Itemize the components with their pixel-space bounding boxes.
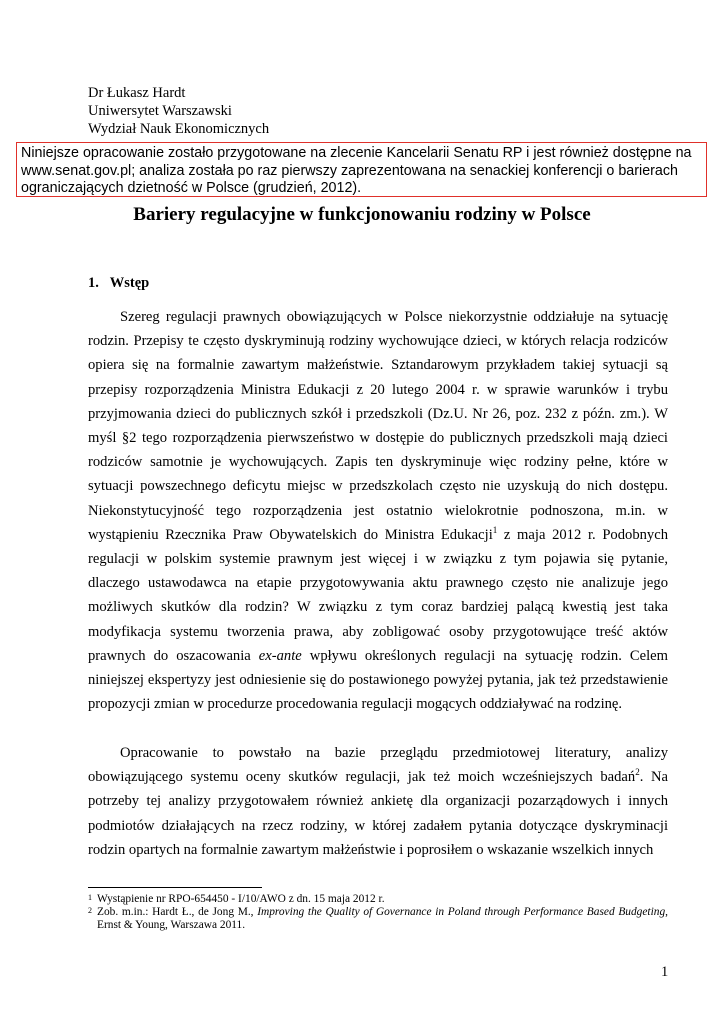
paragraph-method-part2: . Na potrzeby tej analizy przygotowałem również ankietę dla organizacji pozarządowych i innych podmiotów działających na rzecz rodziny, w której zadałem pytania dotyczące dyskryminacji rodzin opartych na formalnie zawartym małżeństwie i poprosiłem o wskazanie wszelkich innych [88, 769, 668, 858]
paragraph-intro-part1: Szereg regulacji prawnych obowiązujących w Polsce niekorzystnie oddziałuje na sytuację rodzin. Przepisy te często dyskryminują rodziny wychowujące dzieci, w których relacja rodziców opiera się na formalnie zawartym małżeństwie. Sztandarowym przykładem takiej sytuacji są przepisy rozporządzenia Ministra Edukacji z 20 lutego 2004 r. w sprawie warunków i trybu przyjmowania dzieci do publicznych szkół i przedszkoli (Dz.U. Nr 26, poz. 232 z późn. zm.). W myśl §2 tego rozporządzenia pierwszeństwo w dostępie do publicznych przedszkoli mają dzieci rodziców samotnie je wychowujących. Zapis ten dyskryminuje więc rodziny pełne, które w sytuacji powszechnego deficytu miejsc w przedszkolach często nie uzyskują do nich dostępu. Niekonstytucyjność tego rozporządzenia jest ostatnio wielokrotnie podnoszona, m.in. w wystąpieniu Rzecznika Praw Obywatelskich do Ministra Edukacji [88, 309, 668, 543]
footnote-2-pre: Zob. m.in.: Hardt Ł., de Jong M., [97, 906, 258, 918]
footnote-1 [88, 893, 668, 906]
footnote-1-mark: 1 [88, 893, 92, 902]
footnotes [88, 893, 668, 932]
author-block [88, 84, 269, 138]
footnote-ref-1[interactable]: 1 [492, 524, 498, 535]
footnote-separator [88, 887, 262, 888]
commission-notice-text: Niniejsze opracowanie zostało przygotowane na zlecenie Kancelarii Senatu RP i jest również dostępne na www.senat.gov.pl; analiza została po raz pierwszy zaprezentowana na senackiej konferencji o barierach ograniczających dzietność w Polsce (grudzień, 2012). [21, 145, 692, 196]
footnote-2-post: , Ernst & Young, Warszawa 2011. [97, 906, 668, 931]
paragraph-method [88, 741, 668, 862]
footnote-2 [88, 906, 668, 932]
paragraph-intro [88, 305, 668, 716]
footnote-2-title: Improving the Quality of Governance in Poland through Performance Based Budgeting [257, 906, 666, 918]
page-number: 1 [661, 964, 669, 980]
author-name: Dr Łukasz Hardt [88, 85, 186, 101]
commission-notice-box [16, 142, 707, 197]
paragraph-method-part1: Opracowanie to powstało na bazie przeglądu przedmiotowej literatury, analizy obowiązującego systemu oceny skutków regulacji, jak też moich wcześniejszych badań [88, 745, 668, 786]
author-university: Uniwersytet Warszawski [88, 103, 232, 119]
paragraph-intro-italic: ex-ante [258, 647, 302, 664]
footnote-2-mark: 2 [88, 906, 92, 915]
document-title: Bariery regulacyjne w funkcjonowaniu rodziny w Polsce [133, 204, 591, 225]
section-title: Wstęp [109, 275, 150, 291]
paragraph-intro-part3: wpływu określonych regulacji na sytuację rodzin. Celem niniejszej ekspertyzy jest odniesienie się do postawionego powyżej pytania, jak też przedstawienie propozycji zmian w procedurze procedowania regulacji mogących oddziaływać na rodzinę. [88, 647, 668, 713]
section-number: 1. [88, 275, 99, 291]
author-faculty: Wydział Nauk Ekonomicznych [88, 121, 270, 137]
footnote-1-text: Wystąpienie nr RPO-654450 - I/10/AWO z dn. 15 maja 2012 r. [97, 893, 385, 905]
section-heading [88, 273, 149, 293]
paragraph-intro-part2: z maja 2012 r. Podobnych regulacji w polskim systemie prawnym jest więcej i w związku z tym pojawia się pytanie, dlaczego ustawodawca na etapie przygotowywania aktu prawnego często nie analizuje jego możliwych skutków dla rodzin? W związku z tym coraz bardziej palącą kwestią jest taka modyfikacja systemu tworzenia prawa, aby zobligować osoby przygotowujące treść aktów prawnych do oszacowania [88, 526, 668, 664]
footnote-ref-2[interactable]: 2 [635, 767, 640, 778]
